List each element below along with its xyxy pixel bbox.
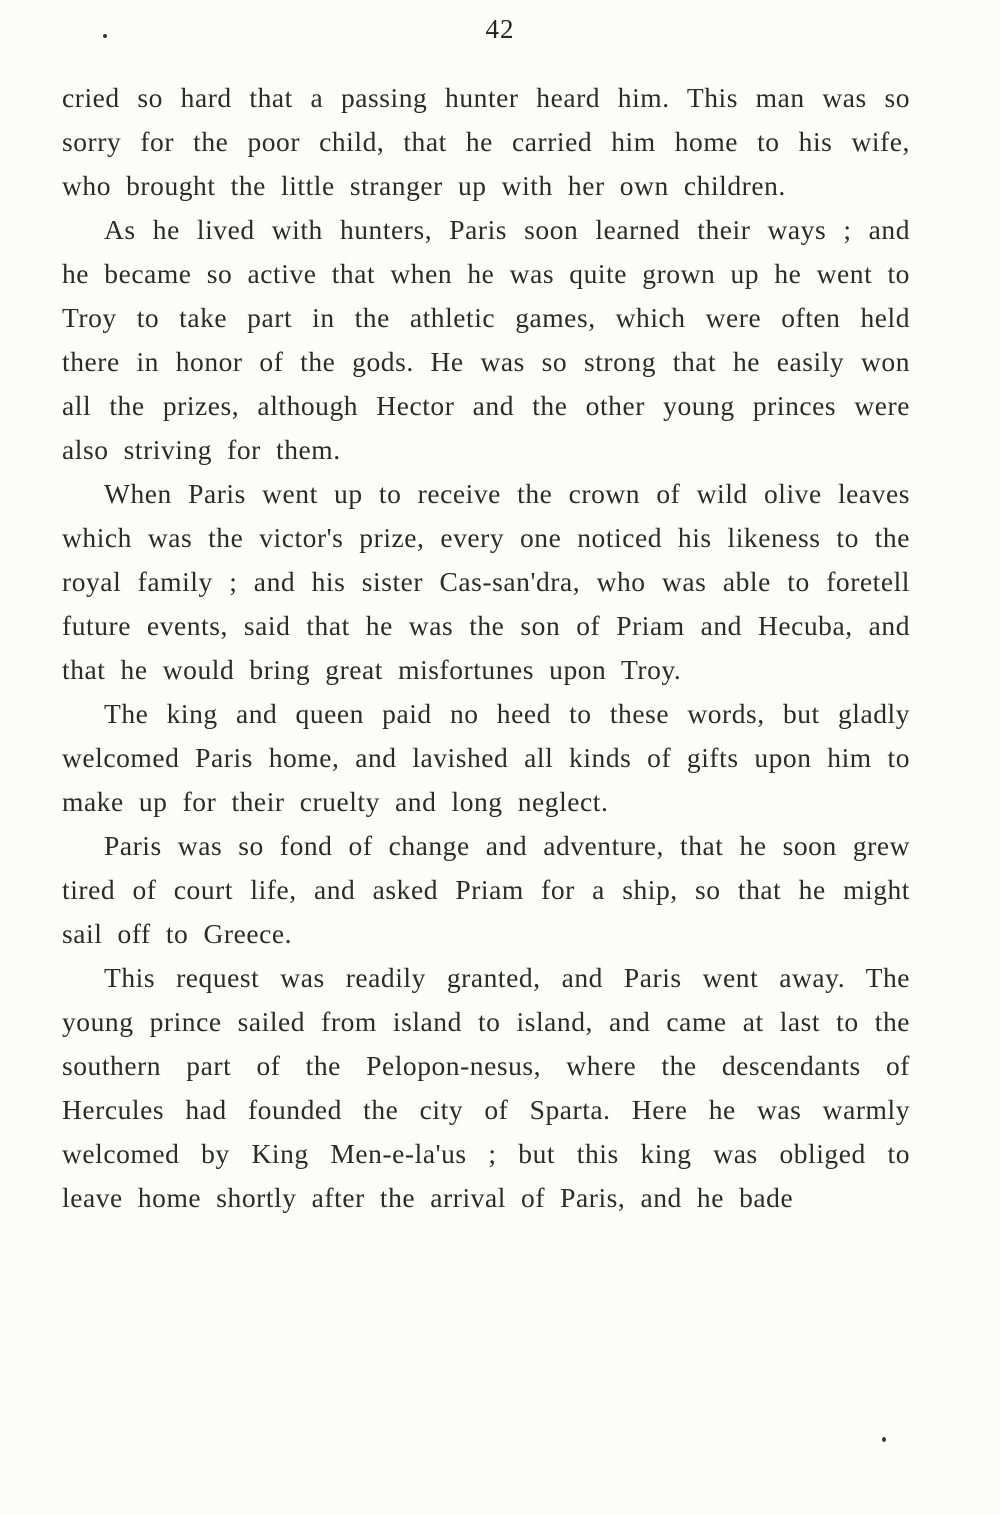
paragraph: Paris was so fond of change and adventure, that he soon grew tired of court life, and asked Priam for a ship, so that he might sail off to Greece. <box>62 830 910 949</box>
paragraph: This request was readily granted, and Paris went away. The young prince sailed from island to island, and came at last to the southern part of the Pelopon-nesus, where the descendants of Hercules had founded the city of Sparta. Here he was warmly welcomed by King Men-e-la'us ; but this king was obliged to leave home shortly after the arrival of Paris, and he bade <box>62 962 910 1213</box>
ink-speck <box>882 1437 886 1442</box>
page-number: 42 <box>485 14 515 44</box>
paragraph: When Paris went up to receive the crown of wild olive leaves which was the victor's prize, every one noticed his likeness to the royal family ; and his sister Cas-san'dra, who was able to foretell future events, said that he was the son of Priam and Hecuba, and that he would bring great misfortunes upon Troy. <box>62 478 910 685</box>
paragraph: As he lived with hunters, Paris soon learned their ways ; and he became so active that when he was quite grown up he went to Troy to take part in the athletic games, which were often held there in honor of the gods. He was so strong that he easily won all the prizes, although Hector and the other young princes were also striving for them. <box>62 214 910 465</box>
paragraph: cried so hard that a passing hunter heard him. This man was so sorry for the poor child, that he carried him home to his wife, who brought the little stranger up with her own children. <box>62 82 910 201</box>
ink-speck <box>103 34 107 38</box>
page-text <box>62 76 910 1220</box>
paragraph: The king and queen paid no heed to these words, but gladly welcomed Paris home, and lavished all kinds of gifts upon him to make up for their cruelty and long neglect. <box>62 698 910 817</box>
